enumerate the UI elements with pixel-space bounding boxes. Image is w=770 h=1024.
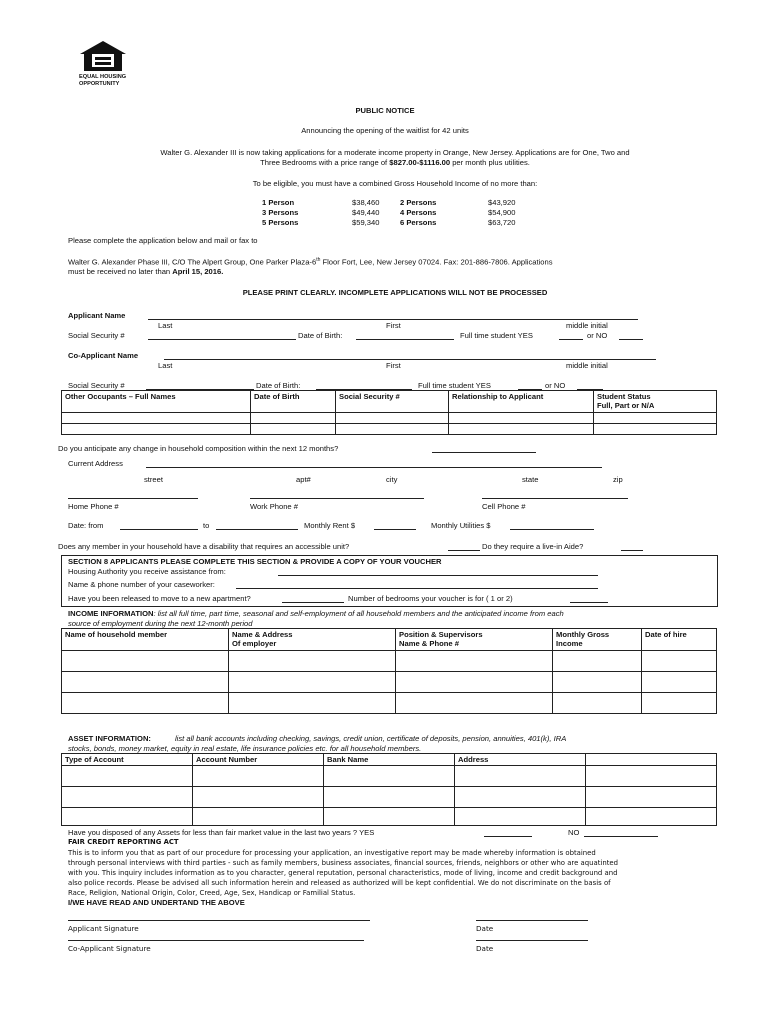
table-cell[interactable] [251,413,336,424]
price-post: per month plus utilities. [450,158,530,167]
coapplicant-date-field[interactable] [476,934,588,941]
occupants-header-relationship [449,391,594,413]
cell-phone-label: Cell Phone # [482,502,526,511]
section8-caseworker-field[interactable] [236,579,598,589]
limit-value-2: $43,920 [488,198,516,207]
zip-label: zip [613,475,623,484]
table-cell[interactable] [62,693,229,714]
applicant-signature-label: Applicant Signature [68,924,139,933]
section8-caseworker-label: Name & phone number of your caseworker: [68,580,215,589]
table-cell[interactable] [62,672,229,693]
income-desc-b: source of employment during the next 12-month period [68,619,253,628]
limit-value-1: $38,460 [352,198,380,207]
occupants-header-ssn-text: Social Security # [339,392,400,401]
table-cell[interactable] [193,808,324,826]
income-header-position-text: Position & Supervisors [399,630,483,639]
table-cell[interactable] [229,693,396,714]
table-cell[interactable] [229,672,396,693]
notice-title: PUBLIC NOTICE [355,106,415,115]
table-cell[interactable] [642,672,717,693]
asset-header-account [193,754,324,766]
asset-header-type [62,754,193,766]
coapplicant-ssn-field[interactable] [146,380,254,390]
section8-housing-authority-field[interactable] [278,566,598,576]
fcra-line4: also police records. Please be advised all such information herein and released as authorized will be kept confidential. We do not discriminate on the basis of [68,879,611,887]
asset-title: ASSET INFORMATION: [68,734,151,743]
notice-subtitle: Announcing the opening of the waitlist for 42 units [301,126,469,135]
table-cell[interactable] [586,808,717,826]
coapplicant-first-label: First [386,361,401,370]
deadline-pre: must be received no later than [68,267,173,276]
applicant-student-no-field[interactable] [619,330,643,340]
current-address-label: Current Address [68,459,123,468]
fcra-line5: Race, Religion, National Origin, Color, Creed, Age, Sex, Handicap or Familial Status. [68,889,356,897]
occupants-header-dob [251,391,336,413]
coapplicant-signature-label: Co-Applicant Signature [68,944,151,953]
section8-bedrooms-field[interactable] [570,593,608,603]
disposed-no-label: NO [568,828,580,837]
eligibility-text: To be eligible, you must have a combined Gross Household Income of no more than: [252,179,538,188]
applicant-date-field[interactable] [476,914,588,921]
asset-header-extra [586,754,717,766]
income-table [61,628,717,714]
income-header-hire [642,629,717,651]
income-header-employer [229,629,396,651]
date-from-field[interactable] [120,520,198,530]
income-header-member [62,629,229,651]
disposed-question: Have you disposed of any Assets for less than fair market value in the last two years ? YES [68,828,375,837]
coapplicant-date-label: Date [476,944,494,953]
monthly-utilities-label: Monthly Utilities $ [431,521,491,530]
disability-question: Does any member in your household have a disability that requires an accessible unit? [58,542,350,551]
coapplicant-or-no-label: or NO [545,381,566,390]
limit-label-1: 1 Person [262,198,295,207]
asset-header-bank-text: Bank Name [327,755,369,764]
section8-released-label: Have you been released to move to a new apartment? [68,594,251,603]
coapplicant-student-no-field[interactable] [577,380,603,390]
notice-para1b [0,158,770,167]
table-row[interactable] [62,808,717,826]
table-row[interactable] [62,672,717,693]
section8-released-field[interactable] [282,593,344,603]
table-cell[interactable] [324,808,455,826]
asset-desc-a: list all bank accounts including checking, savings, credit union, certificate of deposits, pension, annuities, 401(k), IRA [174,734,567,743]
disposed-yes-field[interactable] [484,827,532,837]
applicant-student-label: Full time student YES [460,331,533,340]
monthly-rent-label: Monthly Rent $ [304,521,356,530]
table-cell[interactable] [396,693,553,714]
table-cell[interactable] [642,693,717,714]
table-row[interactable] [62,766,717,787]
asset-header-address [455,754,586,766]
applicant-middle-label: middle initial [566,321,608,330]
table-cell[interactable] [62,413,251,424]
coapplicant-middle-label: middle initial [566,361,608,370]
table-cell[interactable] [455,808,586,826]
coapplicant-student-yes-field[interactable] [518,380,542,390]
income-header-position [396,629,553,651]
limit-label-4: 4 Persons [400,208,437,217]
mail-address-b: Floor Fort, Lee, New Jersey 07024. Fax: 201-886-7806. Applications [320,257,553,267]
equal-housing-logo [74,40,134,92]
mail-instruction: Please complete the application below and mail or fax to [68,236,258,245]
table-cell[interactable] [396,651,553,672]
live-in-aide-field[interactable] [621,541,643,551]
table-cell[interactable] [586,787,717,808]
table-cell[interactable] [553,693,642,714]
deadline-date: April 15, 2016. [172,267,224,276]
income-header-gross-sub: Income [556,639,583,649]
table-cell[interactable] [449,424,594,435]
coapplicant-ssn-label: Social Security # [68,381,125,390]
occupants-header-student-text: Student Status [597,392,651,401]
occupants-header-student [594,391,717,413]
fcra-line1: This is to inform you that as part of our procedure for processing your application, an investigative report may be made whereby information is obtained [68,849,596,857]
date-to-label: to [203,521,210,530]
table-cell[interactable] [336,424,449,435]
table-cell[interactable] [251,424,336,435]
mail-address [68,257,553,267]
table-cell[interactable] [62,766,193,787]
price-pre: Three Bedrooms with a price range of [260,158,390,167]
applicant-dob-field[interactable] [356,330,454,340]
limit-label-5: 5 Persons [262,218,299,227]
table-cell[interactable] [553,672,642,693]
date-to-field[interactable] [216,520,298,530]
table-row[interactable] [62,787,717,808]
table-row[interactable] [62,693,717,714]
state-label: state [522,475,539,484]
street-label: street [144,475,163,484]
coapplicant-last-label: Last [158,361,173,370]
print-clearly-notice: PLEASE PRINT CLEARLY. INCOMPLETE APPLICATIONS WILL NOT BE PROCESSED [242,288,548,297]
work-phone-field[interactable] [250,490,424,499]
apt-label: apt# [296,475,311,484]
table-cell[interactable] [396,672,553,693]
live-in-aide-question: Do they require a live-in Aide? [482,542,584,551]
table-cell[interactable] [553,651,642,672]
logo-line2: OPPORTUNITY [79,81,120,87]
price-range: $827.00-$1116.00 [389,158,451,167]
income-title: INCOME INFORMATION [68,609,154,618]
coapplicant-name-label: Co-Applicant Name [68,351,139,360]
applicant-name-field[interactable] [148,310,638,320]
asset-header-row [62,754,717,766]
table-cell[interactable] [594,413,717,424]
limit-value-4: $54,900 [488,208,516,217]
income-description [68,609,564,618]
limit-label-2: 2 Persons [400,198,437,207]
table-cell[interactable] [594,424,717,435]
disability-field[interactable] [448,541,480,551]
income-header-employer-sub: Of employer [232,639,277,649]
cell-phone-field[interactable] [482,490,628,499]
monthly-utilities-field[interactable] [510,520,594,530]
mail-address-a: Walter G. Alexander Phase III, C/O The Alpert Group, One Parker Plaza-6 [68,257,317,267]
city-label: city [386,475,398,484]
table-cell[interactable] [586,766,717,787]
certify-statement: I/WE HAVE READ AND UNDERTAND THE ABOVE [68,898,245,907]
section8-bedrooms-label: Number of bedrooms your voucher is for ( 1 or 2) [348,594,513,603]
table-cell[interactable] [324,766,455,787]
household-change-field[interactable] [432,443,536,453]
current-address-field[interactable] [146,458,602,468]
coapplicant-dob-label: Date of Birth: [256,381,301,390]
asset-header-bank [324,754,455,766]
income-header-position-sub: Name & Phone # [399,639,459,649]
notice-para1: Walter G. Alexander III is now taking applications for a moderate income property in Orange, New Jersey. Applications are for One, Two and [160,148,630,157]
asset-table [61,753,717,826]
income-header-gross [553,629,642,651]
income-header-employer-text: Name & Address [232,630,293,639]
section8-title: SECTION 8 APPLICANTS PLEASE COMPLETE THIS SECTION & PROVIDE A COPY OF YOUR VOUCHER [68,557,442,566]
applicant-ssn-label: Social Security # [68,331,125,340]
date-from-label: Date: from [68,521,104,530]
section8-housing-authority-label: Housing Authority you receive assistance from: [68,567,226,576]
applicant-date-label: Date [476,924,494,933]
coapplicant-dob-field[interactable] [316,380,412,390]
coapplicant-student-label: Full time student YES [418,381,491,390]
occupants-table [61,390,717,435]
mail-deadline [68,267,223,276]
table-row[interactable] [62,424,717,435]
limit-value-3: $49,440 [352,208,380,217]
occupants-header-ssn [336,391,449,413]
household-change-question: Do you anticipate any change in household composition within the next 12 months? [58,444,339,453]
applicant-student-yes-field[interactable] [559,330,583,340]
table-cell[interactable] [193,787,324,808]
occupants-header-relationship-text: Relationship to Applicant [452,392,544,401]
income-header-row [62,629,717,651]
disposed-no-field[interactable] [584,827,658,837]
fcra-title: FAIR CREDIT REPORTING ACT [68,838,179,846]
occupants-header-row [62,391,717,413]
occupants-header-name-text: Other Occupants – Full Names [65,392,176,401]
applicant-first-label: First [386,321,401,330]
table-cell[interactable] [336,413,449,424]
table-cell[interactable] [449,413,594,424]
table-cell[interactable] [229,651,396,672]
income-header-member-text: Name of household member [65,630,168,639]
asset-header-type-text: Type of Account [65,755,124,764]
applicant-last-label: Last [158,321,173,330]
table-cell[interactable] [193,766,324,787]
table-cell[interactable] [642,651,717,672]
limit-value-6: $63,720 [488,218,516,227]
applicant-ssn-field[interactable] [148,330,296,340]
fcra-line3: with you. This inquiry includes information as to you character, general reputation, personal characteristics, mode of living, income and credit background and [68,869,618,877]
occupants-header-dob-text: Date of Birth [254,392,300,401]
income-header-hire-text: Date of hire [645,630,687,639]
table-cell[interactable] [62,787,193,808]
asset-header-account-text: Account Number [196,755,258,764]
logo-line1: EQUAL HOUSING [79,74,127,80]
limit-value-5: $59,340 [352,218,380,227]
table-cell[interactable] [62,808,193,826]
table-cell[interactable] [455,766,586,787]
fcra-line2: through personal interviews with third parties - such as family members, business associates, financial sources, friends, neighbors or other who are aquatinted [68,859,619,867]
monthly-rent-field[interactable] [374,520,416,530]
occupants-header-name [62,391,251,413]
equal-housing-house-icon [78,40,128,72]
income-desc-a: : list all full time, part time, seasonal and self-employment of all household members and the anticipated income from each [153,609,564,618]
table-cell[interactable] [62,424,251,435]
home-phone-label: Home Phone # [68,502,119,511]
home-phone-field[interactable] [68,490,198,499]
income-header-gross-text: Monthly Gross [556,630,610,639]
table-cell[interactable] [324,787,455,808]
limit-label-6: 6 Persons [400,218,437,227]
coapplicant-name-field[interactable] [164,350,656,360]
applicant-signature-field[interactable] [68,914,370,921]
table-cell[interactable] [62,651,229,672]
table-cell[interactable] [455,787,586,808]
asset-header-address-text: Address [458,755,489,764]
mail-address-sup: th [316,257,321,263]
applicant-dob-label: Date of Birth: [298,331,343,340]
limit-label-3: 3 Persons [262,208,299,217]
work-phone-label: Work Phone # [250,502,298,511]
table-row[interactable] [62,413,717,424]
occupants-header-student-sub: Full, Part or N/A [597,401,655,411]
applicant-name-label: Applicant Name [68,311,126,320]
applicant-or-no-label: or NO [587,331,608,340]
coapplicant-signature-field[interactable] [68,934,364,941]
asset-desc-b: stocks, bonds, money market, equity in real estate, life insurance policies etc. for all household members. [68,744,422,753]
asset-description [68,734,566,743]
table-row[interactable] [62,651,717,672]
